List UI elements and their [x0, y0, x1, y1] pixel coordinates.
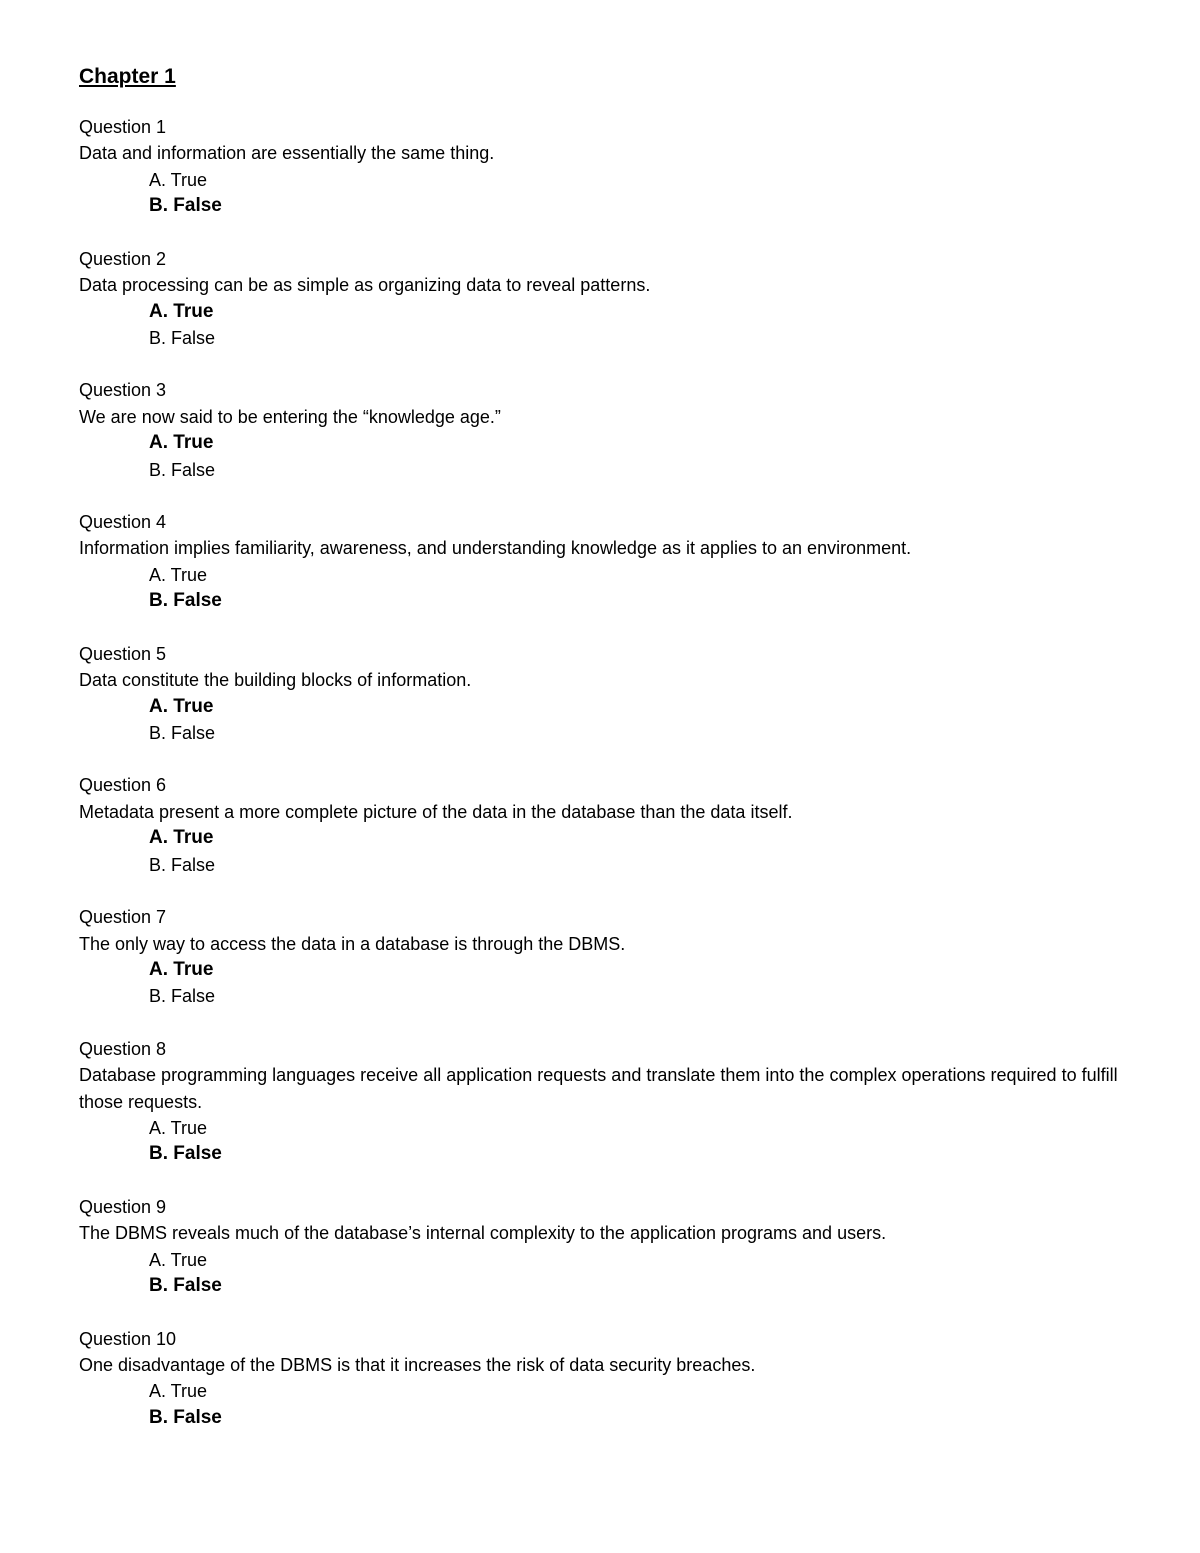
answer-options [79, 167, 1119, 220]
question-block [79, 641, 1119, 773]
correct-answer-option: A. True [149, 432, 214, 454]
answer-options [79, 299, 1119, 352]
question-block [79, 509, 1119, 641]
chapter-title: Chapter 1 [79, 65, 176, 88]
question-text: Metadata present a more complete picture of the data in the database than the data itself. [79, 801, 793, 822]
question-label: Question 8 [79, 1038, 167, 1059]
answer-options [79, 1247, 1119, 1300]
answer-option: A. True [149, 1118, 208, 1139]
correct-answer-option: B. False [149, 195, 222, 217]
question-label: Question 9 [79, 1196, 167, 1217]
correct-answer-option: B. False [149, 1143, 222, 1165]
answer-option: A. True [149, 1249, 208, 1270]
question-text: We are now said to be entering the “knowledge age.” [79, 406, 501, 427]
answer-option: B. False [149, 854, 216, 875]
correct-answer-option: B. False [149, 590, 222, 612]
correct-answer-option: B. False [149, 1406, 222, 1428]
question-text: Data processing can be as simple as organizing data to reveal patterns. [79, 275, 651, 296]
correct-answer-option: A. True [149, 695, 214, 717]
question-list [79, 114, 1119, 1457]
answer-option: B. False [149, 327, 216, 348]
answer-options [79, 825, 1119, 878]
question-label: Question 6 [79, 775, 167, 796]
correct-answer-option: A. True [149, 300, 214, 322]
answer-options [79, 562, 1119, 615]
question-text: The only way to access the data in a database is through the DBMS. [79, 933, 626, 954]
question-text: Data constitute the building blocks of information. [79, 670, 472, 691]
question-block [79, 904, 1119, 1036]
question-label: Question 1 [79, 117, 167, 137]
correct-answer-option: B. False [149, 1275, 222, 1297]
question-label: Question 4 [79, 512, 167, 533]
question-text: Database programming languages receive all application requests and translate them into the complex operations required to fulfill those requests. [79, 1065, 1118, 1112]
correct-answer-option: A. True [149, 827, 214, 849]
answer-options [79, 1115, 1119, 1168]
question-block [79, 1194, 1119, 1326]
correct-answer-option: A. True [149, 958, 214, 980]
question-block [79, 1036, 1119, 1194]
document-page [79, 60, 1119, 1457]
question-block [79, 1326, 1119, 1458]
question-block [79, 114, 1119, 246]
question-block [79, 377, 1119, 509]
question-label: Question 5 [79, 643, 167, 664]
question-block [79, 772, 1119, 904]
answer-options [79, 957, 1119, 1010]
answer-option: A. True [149, 564, 208, 585]
question-text: Data and information are essentially the same thing. [79, 143, 495, 164]
question-label: Question 7 [79, 907, 167, 928]
answer-options [79, 694, 1119, 747]
question-label: Question 10 [79, 1328, 177, 1349]
question-text: Information implies familiarity, awareness, and understanding knowledge as it applies to an environment. [79, 538, 912, 559]
answer-option: A. True [149, 1381, 208, 1402]
answer-option: B. False [149, 722, 216, 743]
answer-options [79, 1378, 1119, 1431]
answer-option: A. True [149, 169, 208, 190]
question-block [79, 246, 1119, 378]
question-label: Question 2 [79, 248, 167, 269]
question-text: The DBMS reveals much of the database’s internal complexity to the application programs and users. [79, 1223, 887, 1244]
answer-option: B. False [149, 986, 216, 1007]
question-text: One disadvantage of the DBMS is that it increases the risk of data security breaches. [79, 1354, 756, 1375]
answer-option: B. False [149, 459, 216, 480]
question-label: Question 3 [79, 380, 167, 401]
answer-options [79, 430, 1119, 483]
